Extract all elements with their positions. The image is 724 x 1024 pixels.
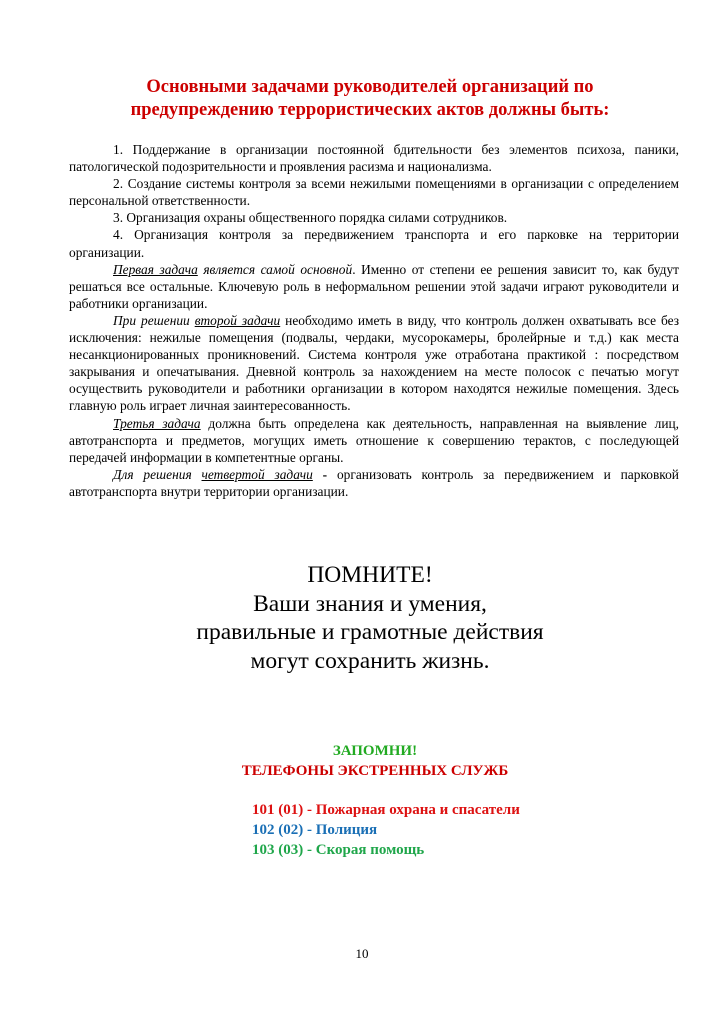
zapomni-title: ЗАПОМНИ! — [332, 743, 418, 759]
page-number: 10 — [355, 946, 369, 961]
fourth-task-label: четвертой задачи — [201, 466, 313, 482]
heading-line-2: предупреждению террористических актов должны быть: — [130, 100, 610, 120]
list-item-4: 4. Организация контроля за передвижением транспорта и его парковке на территории организации. — [69, 227, 679, 260]
list-item-2: 2. Создание системы контроля за всеми нежилыми помещениями в организации с определением персональной ответственности. — [69, 176, 679, 209]
list-item-3: 3. Организация охраны общественного порядка силами сотрудников. — [113, 210, 508, 226]
first-task-label: Первая задача — [113, 261, 198, 277]
paragraph-third-task — [69, 415, 679, 466]
section-heading — [60, 76, 680, 122]
first-task-text: . Именно от степени ее решения зависит то, как будут решаться все остальные. Ключевую роль в неформальном решении этой задачи играют руководители и работники организации. — [69, 261, 679, 311]
paragraph-first-task — [69, 261, 679, 312]
second-task-lead: При решении — [113, 312, 195, 328]
fourth-task-dash: - — [312, 466, 328, 482]
emergency-phones-title: ТЕЛЕФОНЫ ЭКСТРЕННЫХ СЛУЖБ — [241, 763, 509, 779]
fourth-task-lead: Для решения — [113, 466, 202, 482]
first-task-emphasis: является самой основной — [197, 261, 353, 277]
remember-line-2: Ваши знания и умения, — [253, 590, 487, 617]
remember-block — [120, 561, 620, 675]
phone-police: 102 (02) - Полиция — [252, 822, 378, 838]
second-task-text: необходимо иметь в виду, что контроль должен охватывать все без исключения: нежилые помещения (подвалы, чердаки, мусорокамеры, бролейрные и т.д.) как места несанкционированных проникновений. Система контроля уже отработана практикой : посредством закрывания и опечатывания. Дневной контроль за нахождением на месте полосок с печатью могут осуществить руководители и работники организации в котором находятся нежилые помещения. Здесь главную роль играет личная заинтересованность. — [69, 312, 679, 414]
emergency-phones-list — [252, 800, 520, 860]
heading-line-1: Основными задачами руководителей организаций по — [146, 77, 594, 97]
remember-line-3: правильные и грамотные действия — [196, 619, 544, 645]
fourth-task-text: организовать контроль за передвижением и парковкой автотранспорта внутри территории организации. — [69, 466, 679, 499]
remember-line-1: ПОМНИТЕ! — [307, 562, 433, 588]
phone-ambulance: 103 (03) - Скорая помощь — [252, 842, 425, 858]
third-task-label: Третья задача — [113, 415, 201, 431]
phone-fire-rescue: 101 (01) - Пожарная охрана и спасатели — [252, 802, 520, 818]
remember-line-4: могут сохранить жизнь. — [250, 647, 490, 674]
body-text — [69, 141, 679, 500]
paragraph-fourth-task — [69, 466, 679, 500]
third-task-text: должна быть определена как деятельность, направленная на выявление лиц, автотранспорта и предметов, могущих иметь отношение к совершению терактов, с последующей передачей информации в компетентные органы. — [69, 415, 679, 465]
paragraph-second-task — [69, 312, 679, 415]
list-item-1: 1. Поддержание в организации постоянной бдительности без элементов психоза, паники, патологической подозрительности и проявления расизма и национализма. — [69, 142, 679, 175]
second-task-label: второй задачи — [194, 312, 281, 328]
